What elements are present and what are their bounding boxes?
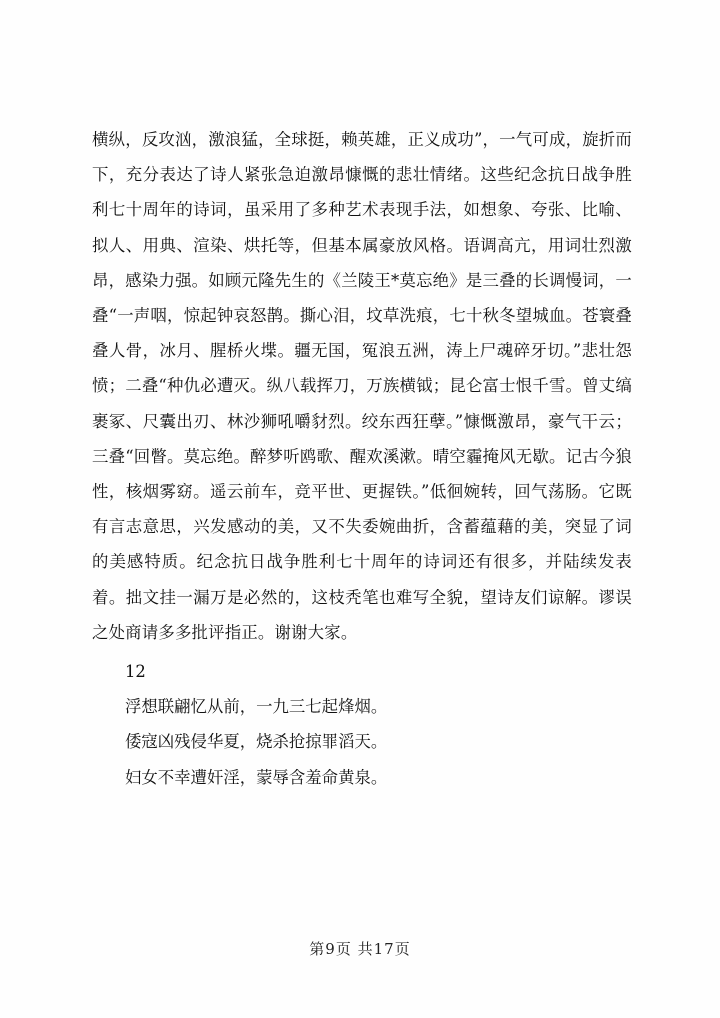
poem-line-2: 倭寇凶残侵华夏，烧杀抢掠罪滔天。 [125, 732, 388, 752]
poem-block [92, 654, 632, 795]
page-footer: 第9页 共17页 [309, 940, 411, 958]
paragraph-main: 横纵，反攻汹，激浪猛，全球挺，赖英雄，正义成功”，一气可成，旋折而下，充分表达了诗人紧张急迫激昂慷慨的悲壮情绪。这些纪念抗日战争胜利七十周年的诗词，虽采用了多种艺术表现手法，如想象、夸张、比喻、拟人、用典、渲染、烘托等，但基本属豪放风格。语调高亢，用词壮烈激昂，感染力强。如顾元隆先生的《兰陵王*莫忘绝》是三叠的长调慢词，一叠“一声咽，惊起钟哀怒鹊。撕心泪，坟草洗痕，七十秋冬望城血。苍寰叠叠人骨，冰月、腥桥火堞。疆无国，冤浪五洲，涛上尸魂碎牙切。”悲壮怨愤；二叠“种仇必遭灭。纵八载挥刀，万族横钺；昆仑富士恨千雪。曾丈缟裹冢、尺囊出刃、林沙狮吼嚼豺烈。绞东西狂孽。”慷慨激昂，豪气干云；三叠“回瞥。莫忘绝。醉梦听鸥歌、醒欢溪漱。晴空霾掩风无歇。记古今狼性，核烟雾窈。遥云前车，竞平世、更握铁。”低徊婉转，回气荡肠。它既有言志意思，兴发感动的美，又不失委婉曲折，含蓄蕴藉的美，突显了词的美感特质。纪念抗日战争胜利七十周年的诗词还有很多，并陆续发表着。拙文挂一漏万是必然的，这枝秃笔也难写全貌，望诗友们谅解。谬误之处商请多多批评指正。谢谢大家。 [92, 130, 632, 642]
poem-number: 12 [125, 662, 146, 682]
poem-line-1: 浮想联翩忆从前，一九三七起烽烟。 [125, 697, 388, 717]
document-body [92, 122, 632, 795]
poem-line-3: 妇女不幸遭奸淫，蒙辱含羞命黄泉。 [125, 767, 388, 787]
